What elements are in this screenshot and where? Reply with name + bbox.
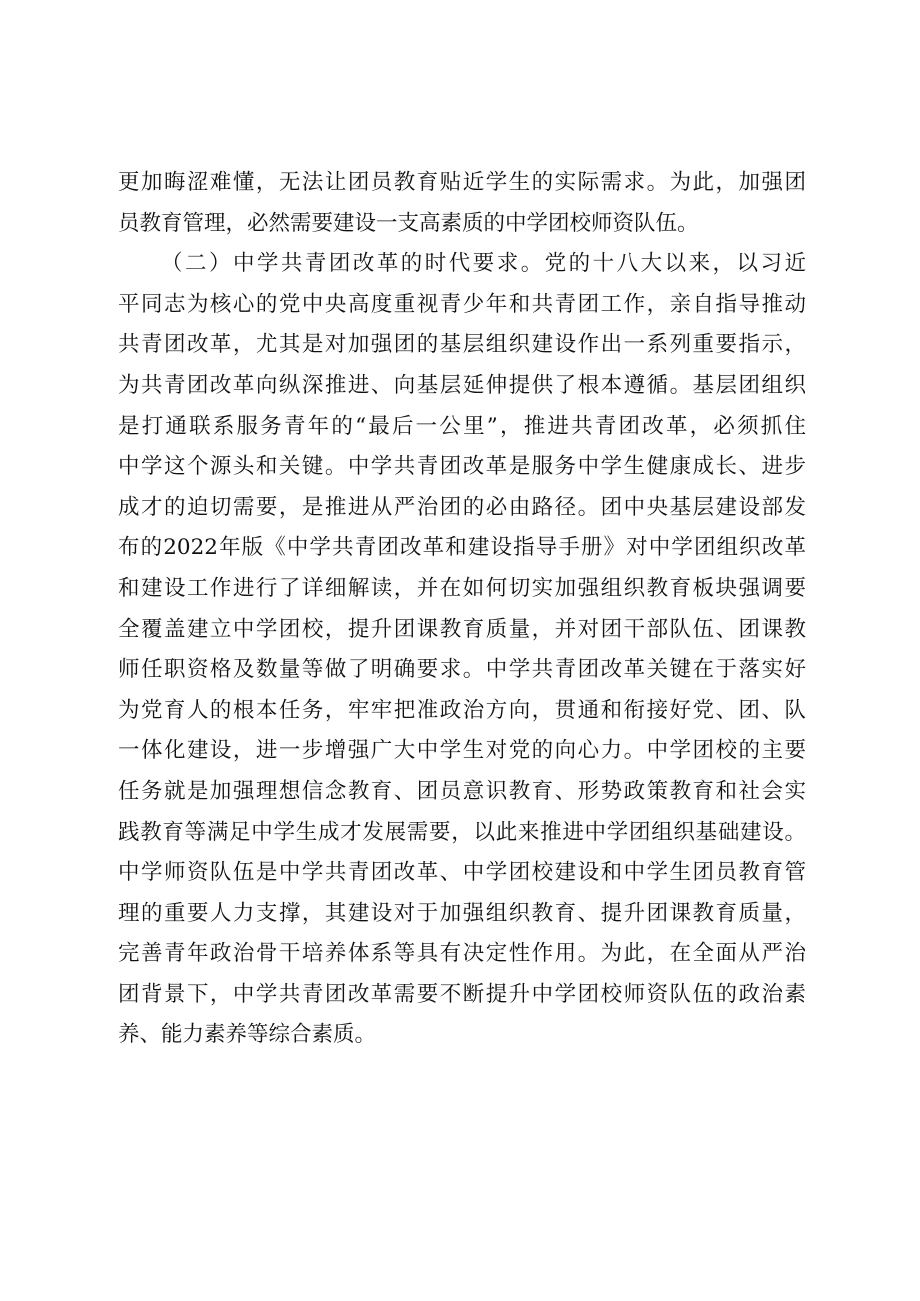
paragraph-line: 更加晦涩难懂，无法让团员教育贴近学生的实际需求。为此，加强团	[118, 170, 806, 195]
paragraph-line: 是打通联系服务青年的“最后一公里”，推进共青团改革，必须抓住	[118, 413, 806, 439]
paragraph-line: 平同志为核心的党中央高度重视青少年和共青团工作，亲自指导推动	[118, 291, 806, 317]
paragraph-line: 师任职资格及数量等做了明确要求。中学共青团改革关键在于落实好	[118, 657, 806, 683]
paragraph-line: 理的重要人力支撑，其建设对于加强组织教育、提升团课教育质量，	[118, 900, 806, 926]
paragraph-1	[118, 163, 806, 244]
paragraph-line: 中学师资队伍是中学共青团改革、中学团校建设和中学生团员教育管	[118, 860, 806, 886]
paragraph-line: 完善青年政治骨干培养体系等具有决定性作用。为此，在全面从严治	[118, 941, 806, 967]
section-heading-line: （二）中学共青团改革的时代要求。党的十八大以来，以习近	[161, 251, 806, 277]
document-body	[118, 163, 806, 1056]
paragraph-2	[118, 244, 806, 1056]
paragraph-line: 全覆盖建立中学团校，提升团课教育质量，并对团干部队伍、团课教	[118, 616, 806, 642]
paragraph-line: 员教育管理，必然需要建设一支高素质的中学团校师资队伍。	[118, 210, 699, 236]
paragraph-line: 共青团改革，尤其是对加强团的基层组织建设作出一系列重要指示，	[118, 332, 806, 358]
paragraph-line: 布的2022年版《中学共青团改革和建设指导手册》对中学团组织改革	[118, 535, 806, 561]
paragraph-line: 和建设工作进行了详细解读，并在如何切实加强组织教育板块强调要	[118, 575, 806, 601]
paragraph-line: 为党育人的根本任务，牢牢把准政治方向，贯通和衔接好党、团、队	[118, 697, 806, 723]
paragraph-line: 为共青团改革向纵深推进、向基层延伸提供了根本遵循。基层团组织	[118, 372, 806, 398]
paragraph-line: 成才的迫切需要，是推进从严治团的必由路径。团中央基层建设部发	[118, 494, 806, 520]
paragraph-line: 中学这个源头和关键。中学共青团改革是服务中学生健康成长、进步	[118, 454, 806, 480]
paragraph-line: 团背景下，中学共青团改革需要不断提升中学团校师资队伍的政治素	[118, 981, 806, 1007]
paragraph-line: 任务就是加强理想信念教育、团员意识教育、形势政策教育和社会实	[118, 778, 806, 804]
paragraph-line: 养、能力素养等综合素质。	[118, 1022, 377, 1048]
paragraph-line: 践教育等满足中学生成才发展需要，以此来推进中学团组织基础建设。	[118, 819, 806, 845]
paragraph-line: 一体化建设，进一步增强广大中学生对党的向心力。中学团校的主要	[118, 738, 806, 764]
